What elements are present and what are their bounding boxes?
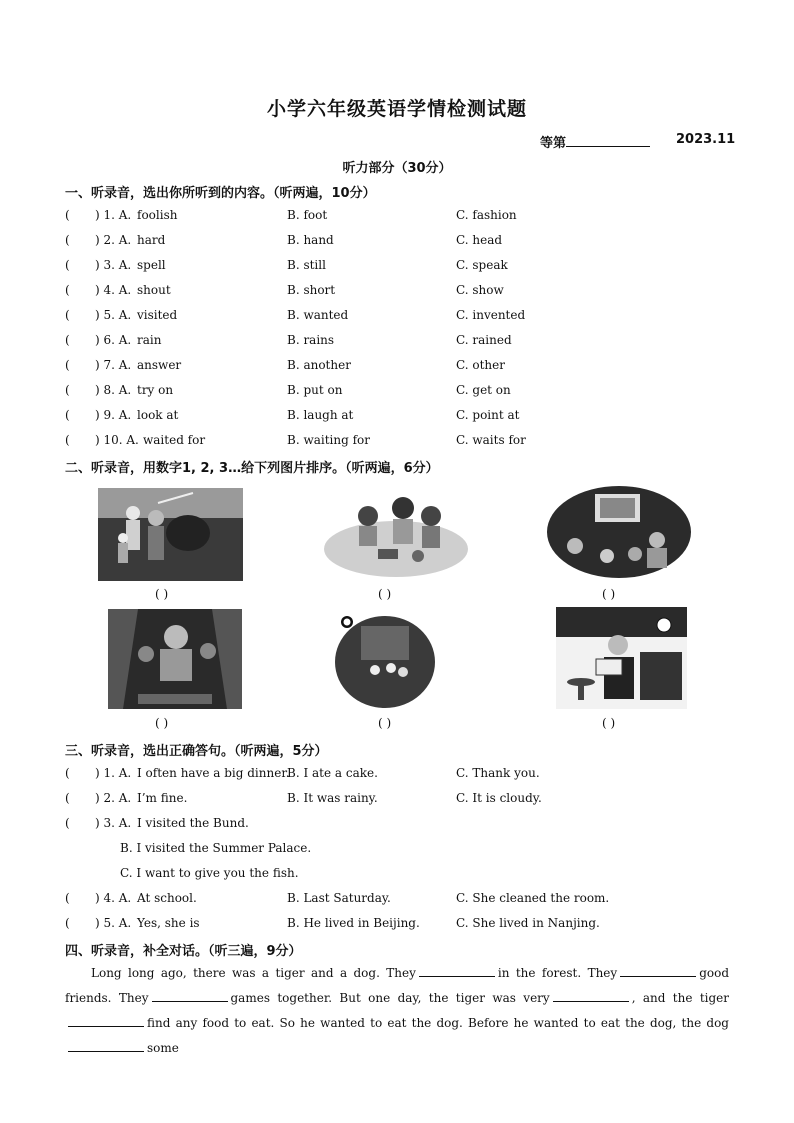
option-a: I often have a big dinner.	[137, 766, 290, 780]
grade-line	[540, 132, 736, 151]
passage-text: Long long ago, there was a tiger and a dog. They	[91, 966, 416, 980]
answer-paren[interactable]: (	[65, 233, 70, 247]
option-c: C. I want to give you the fish.	[120, 866, 299, 880]
s1-question-1	[65, 208, 745, 228]
s1-question-8	[65, 383, 745, 403]
answer-paren-4[interactable]: ( )	[155, 716, 169, 730]
picture-haunted-house	[333, 612, 436, 709]
answer-paren[interactable]: (	[65, 916, 70, 930]
haunted-house-illustration	[333, 612, 436, 709]
question-number: ) 1. A.	[95, 766, 132, 780]
answer-blank-1[interactable]	[419, 965, 495, 977]
answer-paren[interactable]: (	[65, 258, 70, 272]
s3-question-3-c	[65, 866, 745, 886]
question-number: ) 10. A.	[95, 433, 139, 447]
option-c: C. get on	[456, 383, 511, 397]
option-b: B. foot	[287, 208, 328, 222]
option-c: C. rained	[456, 333, 512, 347]
answer-paren-6[interactable]: ( )	[602, 716, 616, 730]
s3-question-4	[65, 891, 745, 911]
option-a: hard	[137, 233, 166, 247]
passage-text: , and the tiger	[631, 991, 729, 1005]
option-a: I visited the Bund.	[137, 816, 249, 830]
question-number: ) 7. A.	[95, 358, 132, 372]
option-c: C. speak	[456, 258, 508, 272]
picture-reading-newspaper	[556, 607, 687, 709]
option-a: shout	[137, 283, 171, 297]
answer-paren[interactable]: (	[65, 791, 70, 805]
question-number: ) 2. A.	[95, 791, 132, 805]
answer-paren-3[interactable]: ( )	[602, 587, 616, 601]
option-c: C. It is cloudy.	[456, 791, 542, 805]
option-b: B. waiting for	[287, 433, 370, 447]
option-b: B. short	[287, 283, 336, 297]
option-c: C. She cleaned the room.	[456, 891, 610, 905]
answer-paren-1[interactable]: ( )	[155, 587, 169, 601]
section3-heading: 三、听录音，选出正确答句。（听两遍，5分）	[65, 744, 328, 759]
s1-question-7	[65, 358, 745, 378]
question-number: ) 3. A.	[95, 816, 132, 830]
option-b: B. hand	[287, 233, 334, 247]
option-c: C. She lived in Nanjing.	[456, 916, 600, 930]
answer-paren-5[interactable]: ( )	[378, 716, 392, 730]
option-b: B. Last Saturday.	[287, 891, 391, 905]
test-date: 2023.11	[676, 132, 736, 147]
reading-newspaper-illustration	[556, 607, 687, 709]
family-walk-illustration	[98, 488, 243, 581]
s3-question-3	[65, 816, 745, 836]
s1-question-6	[65, 333, 745, 353]
question-number: ) 1. A.	[95, 208, 132, 222]
answer-blank-5[interactable]	[68, 1015, 144, 1027]
s1-question-9	[65, 408, 745, 428]
passage-text: They	[118, 991, 149, 1005]
passage-text: any food to eat. So he wanted to eat the dog. Before he wanted to eat the dog, the dog	[175, 1016, 729, 1030]
picture-picnic	[323, 494, 470, 580]
option-b: B. It was rainy.	[287, 791, 378, 805]
s1-question-5	[65, 308, 745, 328]
passage-text: some	[147, 1041, 179, 1055]
section4-heading: 四、听录音，补全对话。（听三遍，9分）	[65, 944, 302, 959]
passage-text: in the forest. They	[497, 966, 618, 980]
s1-question-2	[65, 233, 745, 253]
grade-blank[interactable]	[566, 134, 650, 147]
picture-watching-tv	[547, 484, 691, 580]
answer-paren[interactable]: (	[65, 433, 70, 447]
question-number: ) 5. A.	[95, 916, 132, 930]
option-b: B. I visited the Summer Palace.	[120, 841, 312, 855]
section2-heading: 二、听录音，用数字1, 2, 3…给下列图片排序。（听两遍，6分）	[65, 461, 439, 476]
option-a: answer	[137, 358, 182, 372]
answer-paren[interactable]: (	[65, 891, 70, 905]
question-number: ) 2. A.	[95, 233, 132, 247]
option-b: B. still	[287, 258, 326, 272]
option-b: B. He lived in Beijing.	[287, 916, 420, 930]
s1-question-4	[65, 283, 745, 303]
picnic-illustration	[323, 494, 470, 580]
question-number: ) 8. A.	[95, 383, 132, 397]
option-c: C. waits for	[456, 433, 526, 447]
answer-paren[interactable]: (	[65, 358, 70, 372]
section1-heading: 一、听录音，选出你所听到的内容。（听两遍，10分）	[65, 186, 376, 201]
answer-paren[interactable]: (	[65, 816, 70, 830]
option-c: C. fashion	[456, 208, 517, 222]
answer-paren[interactable]: (	[65, 208, 70, 222]
option-a: visited	[137, 308, 178, 322]
option-a: look at	[137, 408, 179, 422]
s3-question-2	[65, 791, 745, 811]
passage-text: games together. But one day, the tiger was very	[230, 991, 550, 1005]
s3-question-3-b	[65, 841, 745, 861]
answer-paren[interactable]: (	[65, 308, 70, 322]
picture-stage-show	[108, 609, 242, 709]
answer-paren[interactable]: (	[65, 333, 70, 347]
question-number: ) 6. A.	[95, 333, 132, 347]
option-c: C. point at	[456, 408, 520, 422]
answer-paren[interactable]: (	[65, 383, 70, 397]
option-a: At school.	[137, 891, 197, 905]
s3-question-5	[65, 916, 745, 936]
grade-label: 等第	[540, 136, 567, 151]
option-a: waited for	[143, 433, 206, 447]
option-a: Yes, she is	[137, 916, 200, 930]
option-c: C. other	[456, 358, 505, 372]
option-b: B. put on	[287, 383, 343, 397]
answer-paren[interactable]: (	[65, 408, 70, 422]
option-c: C. head	[456, 233, 503, 247]
s1-question-10	[65, 433, 745, 453]
answer-paren[interactable]: (	[65, 766, 70, 780]
answer-paren-2[interactable]: ( )	[378, 587, 392, 601]
answer-paren[interactable]: (	[65, 283, 70, 297]
question-number: ) 4. A.	[95, 283, 132, 297]
question-number: ) 3. A.	[95, 258, 132, 272]
option-c: C. invented	[456, 308, 526, 322]
s1-question-3	[65, 258, 745, 278]
question-number: ) 9. A.	[95, 408, 132, 422]
option-b: B. wanted	[287, 308, 349, 322]
answer-blank-3[interactable]	[152, 990, 228, 1002]
option-b: B. another	[287, 358, 351, 372]
option-a: I’m fine.	[137, 791, 188, 805]
option-b: B. I ate a cake.	[287, 766, 378, 780]
watching-tv-illustration	[547, 484, 691, 580]
question-number: ) 4. A.	[95, 891, 132, 905]
story-passage	[65, 961, 729, 1061]
option-a: foolish	[137, 208, 178, 222]
option-a: rain	[137, 333, 162, 347]
answer-blank-4[interactable]	[553, 990, 629, 1002]
page-title: 小学六年级英语学情检测试题	[266, 98, 527, 120]
option-c: C. Thank you.	[456, 766, 540, 780]
option-b: B. rains	[287, 333, 335, 347]
option-b: B. laugh at	[287, 408, 354, 422]
option-a: spell	[137, 258, 166, 272]
answer-blank-6[interactable]	[68, 1040, 144, 1052]
picture-family-walk	[98, 488, 243, 581]
option-c: C. show	[456, 283, 504, 297]
option-a: try on	[137, 383, 174, 397]
passage-text: good friends.	[65, 966, 729, 1005]
listening-part-title: 听力部分（30分）	[342, 161, 452, 176]
stage-show-illustration	[108, 609, 242, 709]
s3-question-1	[65, 766, 745, 786]
answer-blank-2[interactable]	[620, 965, 696, 977]
question-number: ) 5. A.	[95, 308, 132, 322]
passage-text: find	[147, 1016, 171, 1030]
